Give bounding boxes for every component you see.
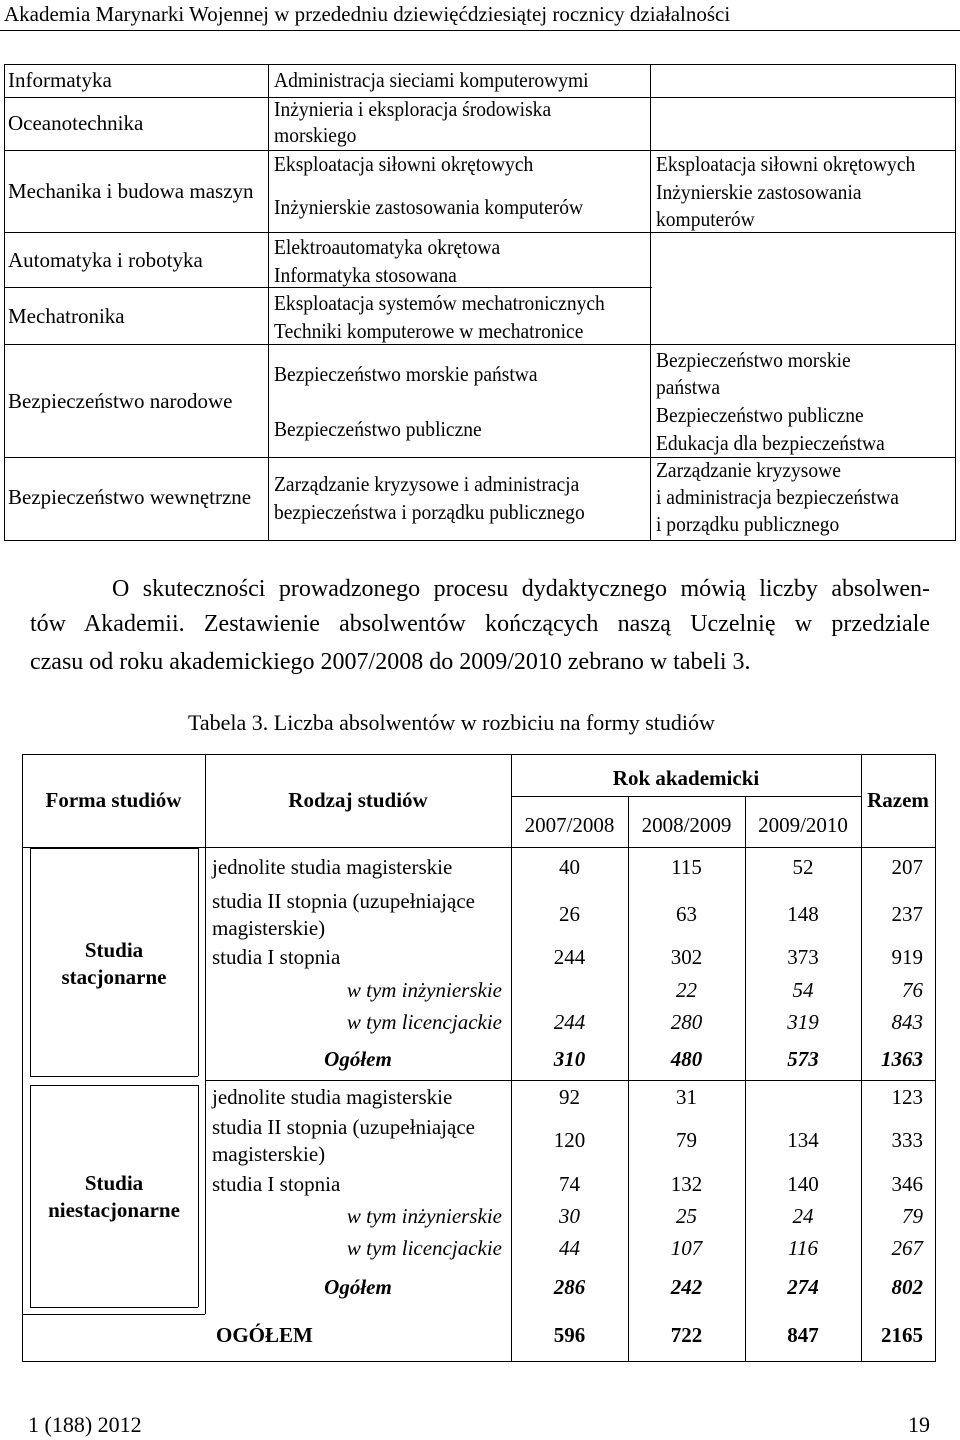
specialization: Inżynieria i eksploracja środowiska — [274, 97, 552, 121]
cell-value: 40 — [559, 855, 580, 879]
specialization: Techniki komputerowe w mechatronice — [274, 319, 584, 343]
subtotal-value: 274 — [787, 1275, 819, 1299]
grand-total-value: 596 — [553, 1323, 586, 1347]
form-cell-frame — [198, 848, 199, 1076]
extra-specialization: Bezpieczeństwo publiczne — [656, 403, 864, 427]
extra-specialization: komputerów — [656, 207, 755, 231]
row-label: studia II stopnia (uzupełniające — [212, 889, 475, 913]
cell-value: 44 — [559, 1236, 580, 1260]
extra-specialization: Zarządzanie kryzysowe — [656, 458, 841, 482]
field-name: Informatyka — [8, 68, 112, 92]
extra-specialization: Eksploatacja siłowni okrętowych — [656, 152, 916, 176]
table1-left-border — [4, 64, 5, 540]
cell-value: 140 — [787, 1172, 819, 1196]
cell-value: 24 — [792, 1204, 814, 1228]
grand-total-sum: 2165 — [881, 1323, 923, 1347]
cell-total: 919 — [891, 945, 923, 969]
cell-total: 333 — [891, 1128, 923, 1152]
extra-specialization: i administracja bezpieczeństwa — [656, 485, 899, 509]
field-name: Mechatronika — [8, 304, 125, 328]
table1-column-rule — [650, 64, 651, 540]
form-cell-frame — [30, 848, 31, 1076]
cell-total: 79 — [902, 1204, 923, 1228]
row-label: w tym licencjackie — [346, 1236, 502, 1260]
cell-value: 132 — [670, 1172, 703, 1196]
cell-total: 843 — [891, 1010, 923, 1034]
subtotal-value: 242 — [670, 1275, 703, 1299]
table3-top-border — [22, 754, 936, 755]
subtotal-label: Ogółem — [324, 1047, 392, 1071]
header-total: Razem — [867, 788, 929, 812]
form-cell-frame — [30, 1307, 198, 1308]
grand-total-label: OGÓŁEM — [216, 1323, 313, 1347]
specialization: Informatyka stosowana — [274, 263, 457, 287]
field-name: Bezpieczeństwo wewnętrzne — [8, 485, 252, 509]
header-year: 2007/2008 — [524, 813, 615, 837]
row-label: jednolite studia magisterskie — [212, 1085, 453, 1109]
subtotal-total: 1363 — [881, 1047, 923, 1071]
cell-value: 30 — [559, 1204, 580, 1228]
specialization: Elektroautomatyka okrętowa — [274, 235, 501, 259]
form-cell-frame — [30, 1085, 198, 1086]
table1-bottom-border — [4, 540, 956, 541]
field-name: Bezpieczeństwo narodowe — [8, 389, 233, 413]
specialization: Zarządzanie kryzysowe i administracja — [274, 472, 580, 496]
form-label: stacjonarne — [61, 965, 167, 989]
cell-value: 26 — [559, 902, 580, 926]
form-label: niestacjonarne — [48, 1198, 180, 1222]
paragraph-line-3: czasu od roku akademickiego 2007/2008 do 2009/2010 zebrano w tabeli 3. — [30, 649, 751, 675]
form-cell-frame — [30, 1085, 31, 1307]
form-label: Studia — [84, 1171, 144, 1195]
running-header: Akademia Marynarki Wojennej w przededniu dziewięćdziesiątej rocznicy działalności — [4, 2, 731, 26]
column-rule — [205, 754, 206, 1314]
cell-total: 346 — [891, 1172, 923, 1196]
cell-value: 31 — [676, 1085, 697, 1109]
row-label: magisterskie) — [212, 916, 326, 940]
cell-value: 280 — [670, 1010, 703, 1034]
header-rule — [0, 30, 960, 31]
field-name: Automatyka i robotyka — [8, 248, 203, 272]
extra-specialization: Inżynierskie zastosowania — [656, 180, 862, 204]
specialization: Eksploatacja siłowni okrętowych — [274, 152, 534, 176]
specialization: Administracja sieciami komputerowymi — [274, 68, 589, 92]
cell-total: 207 — [891, 855, 923, 879]
table3-bottom-border — [22, 1361, 936, 1362]
paragraph-line-1: O skuteczności prowadzonego procesu dydaktycznego mówią liczby absolwen- — [112, 576, 930, 602]
group-divider — [205, 1080, 936, 1081]
field-name: Oceanotechnika — [8, 111, 144, 135]
cell-total: 237 — [891, 902, 923, 926]
cell-value: 107 — [670, 1236, 703, 1260]
header-year: 2009/2010 — [758, 813, 848, 837]
header-year: 2008/2009 — [641, 813, 732, 837]
table1-column-rule — [268, 64, 269, 540]
cell-value: 120 — [553, 1128, 586, 1152]
row-label: studia II stopnia (uzupełniające — [212, 1115, 475, 1139]
specialization: Bezpieczeństwo morskie państwa — [274, 362, 538, 386]
cell-value: 52 — [792, 855, 814, 879]
cell-total: 76 — [902, 978, 923, 1002]
cell-value: 319 — [787, 1010, 819, 1034]
form-cell-frame — [30, 848, 198, 849]
paragraph-line-2: tów Akademii. Zestawienie absolwentów kończących naszą Uczelnię w przedziale — [30, 611, 930, 637]
cell-total: 267 — [891, 1236, 923, 1260]
specialization: Bezpieczeństwo publiczne — [274, 417, 482, 441]
cell-value: 25 — [676, 1204, 697, 1228]
row-label: w tym licencjackie — [346, 1010, 502, 1034]
row-label: studia I stopnia — [212, 945, 341, 969]
table1-row-rule — [4, 232, 956, 233]
cell-value: 148 — [787, 902, 819, 926]
form-column-rule — [22, 1314, 205, 1315]
extra-specialization: Bezpieczeństwo morskie — [656, 348, 851, 372]
cell-value: 302 — [670, 945, 703, 969]
issue-number: 1 (188) 2012 — [28, 1412, 142, 1437]
form-cell-frame — [198, 1085, 199, 1307]
table1-row-rule — [4, 344, 956, 345]
cell-value: 244 — [553, 1010, 586, 1034]
cell-value: 244 — [553, 945, 586, 969]
subtotal-total: 802 — [891, 1275, 923, 1299]
cell-value: 63 — [676, 902, 697, 926]
table1-row-rule — [4, 150, 956, 151]
field-name: Mechanika i budowa maszyn — [8, 179, 254, 203]
grand-total-value: 847 — [787, 1323, 819, 1347]
cell-value: 134 — [787, 1128, 819, 1152]
subtotal-value: 310 — [553, 1047, 586, 1071]
table1-top-border — [4, 64, 956, 65]
row-label: studia I stopnia — [212, 1172, 341, 1196]
cell-value: 373 — [787, 945, 819, 969]
cell-value: 54 — [792, 978, 814, 1002]
form-cell-frame — [30, 1076, 198, 1077]
header-kind: Rodzaj studiów — [288, 788, 428, 812]
specialization: Inżynierskie zastosowania komputerów — [274, 195, 584, 219]
row-label: magisterskie) — [212, 1142, 326, 1166]
table-caption: Tabela 3. Liczba absolwentów w rozbiciu na formy studiów — [188, 710, 715, 735]
cell-value: 79 — [676, 1128, 697, 1152]
cell-value: 116 — [788, 1236, 818, 1260]
subtotal-label: Ogółem — [324, 1275, 392, 1299]
specialization: bezpieczeństwa i porządku publicznego — [274, 500, 585, 524]
page-number: 19 — [908, 1412, 930, 1437]
year-group-rule — [511, 796, 861, 797]
cell-value: 22 — [676, 978, 697, 1002]
form-label: Studia — [84, 938, 144, 962]
subtotal-value: 573 — [787, 1047, 819, 1071]
table3-right-border — [935, 754, 936, 1361]
cell-total: 123 — [891, 1085, 923, 1109]
header-year-group: Rok akademicki — [612, 766, 760, 790]
subtotal-value: 286 — [553, 1275, 586, 1299]
extra-specialization: i porządku publicznego — [656, 512, 840, 536]
table1-right-border — [955, 64, 956, 540]
row-label: w tym inżynierskie — [346, 1204, 502, 1228]
row-label: w tym inżynierskie — [346, 978, 502, 1002]
table1-row-rule — [4, 287, 652, 288]
subtotal-value: 480 — [670, 1047, 703, 1071]
grand-total-value: 722 — [670, 1323, 703, 1347]
table3-left-border — [22, 754, 23, 1361]
cell-value: 92 — [559, 1085, 580, 1109]
extra-specialization: Edukacja dla bezpieczeństwa — [656, 431, 885, 455]
row-label: jednolite studia magisterskie — [212, 855, 453, 879]
specialization: morskiego — [274, 123, 357, 147]
cell-value: 74 — [559, 1172, 580, 1196]
cell-value: 115 — [671, 855, 702, 879]
header-form: Forma studiów — [45, 788, 182, 812]
extra-specialization: państwa — [656, 375, 721, 399]
specialization: Eksploatacja systemów mechatronicznych — [274, 291, 605, 315]
